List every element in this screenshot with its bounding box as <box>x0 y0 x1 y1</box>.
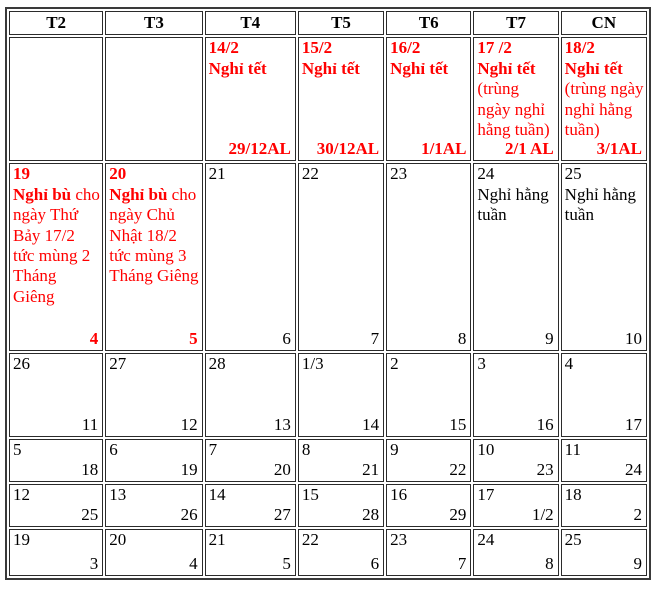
day-number: 26 <box>13 354 30 374</box>
day-note-text: Nghỉ hằng tuần <box>564 184 636 225</box>
week-row <box>9 353 647 437</box>
lunar-date: 21 <box>362 460 380 479</box>
day-note <box>302 59 381 79</box>
lunar-date: 25 <box>81 505 99 524</box>
week-row <box>9 529 647 576</box>
lunar-date: 28 <box>362 505 380 524</box>
lunar-date: 12 <box>180 415 198 434</box>
day-cell <box>473 353 558 437</box>
day-note-text: (trùng ngày nghỉ hằng tuần) <box>564 79 644 139</box>
day-cell <box>105 439 202 482</box>
lunar-date: 4 <box>89 329 99 348</box>
weekday-header-cn: CN <box>561 11 647 35</box>
day-cell <box>105 353 202 437</box>
day-cell <box>386 353 471 437</box>
lunar-date: 29/12AL <box>228 139 291 158</box>
day-note <box>477 185 555 226</box>
day-note <box>390 59 468 79</box>
day-cell <box>105 37 202 161</box>
day-note-text: cho ngày Chủ Nhật 18/2 tức mùng 3 Tháng Giêng <box>109 184 199 286</box>
day-number: 21 <box>208 164 226 184</box>
week-row <box>9 37 647 161</box>
lunar-date: 27 <box>273 505 291 524</box>
day-note <box>565 59 644 141</box>
day-number: 22 <box>301 164 319 184</box>
day-cell <box>205 439 296 482</box>
day-number: 25 <box>564 164 582 184</box>
day-cell <box>298 484 384 527</box>
lunar-date: 5 <box>189 329 198 348</box>
day-cell <box>9 484 103 527</box>
day-number: 18 <box>564 485 582 505</box>
day-number: 11 <box>564 440 582 460</box>
day-number: 2 <box>390 354 399 374</box>
week-row <box>9 439 647 482</box>
day-number: 25 <box>564 530 582 550</box>
weekday-header-row <box>9 11 647 35</box>
day-note-text: (trùng ngày nghỉ hằng tuần) <box>477 79 550 139</box>
day-note-highlight: Nghỉ bù <box>109 184 168 204</box>
lunar-date: 23 <box>536 460 554 479</box>
day-number: 23 <box>390 530 408 550</box>
lunar-date: 6 <box>370 554 380 573</box>
day-number: 14/2 <box>208 38 239 58</box>
day-cell <box>386 484 471 527</box>
lunar-date: 7 <box>457 554 467 573</box>
lunar-date: 29 <box>449 505 467 524</box>
day-note-text: Nghỉ hằng tuần <box>477 184 549 225</box>
lunar-date: 16 <box>536 415 554 434</box>
day-number: 28 <box>208 354 226 374</box>
day-number: 12 <box>13 485 30 505</box>
day-note-highlight: Nghỉ tết <box>208 58 267 78</box>
day-note <box>477 59 555 141</box>
day-number: 9 <box>390 440 399 460</box>
lunar-date: 14 <box>362 415 380 434</box>
day-note-text: cho ngày Thứ Bảy 17/2 tức mùng 2 Tháng Giêng <box>13 184 100 306</box>
day-cell <box>473 529 558 576</box>
day-number: 19 <box>13 530 30 550</box>
lunar-date: 10 <box>625 329 642 348</box>
day-number: 20 <box>109 164 127 184</box>
day-note-highlight: Nghỉ tết <box>564 58 623 78</box>
day-number: 1/3 <box>301 354 324 374</box>
day-note <box>209 59 293 79</box>
lunar-date: 9 <box>633 554 642 573</box>
week-row <box>9 484 647 527</box>
day-cell <box>205 163 296 351</box>
lunar-date: 8 <box>457 329 467 348</box>
day-number: 5 <box>13 440 22 460</box>
day-number: 23 <box>390 164 408 184</box>
day-number: 27 <box>109 354 127 374</box>
weekday-header-t6: T6 <box>386 11 471 35</box>
day-cell <box>473 37 558 161</box>
day-number: 20 <box>109 530 127 550</box>
day-cell <box>9 163 103 351</box>
lunar-date: 18 <box>81 460 99 479</box>
lunar-date: 5 <box>282 554 291 573</box>
calendar-table <box>5 7 651 580</box>
day-cell <box>561 163 647 351</box>
day-note <box>565 185 644 226</box>
day-cell <box>9 529 103 576</box>
day-number: 17 /2 <box>477 38 512 58</box>
day-cell <box>561 529 647 576</box>
day-number: 21 <box>208 530 226 550</box>
day-number: 15 <box>301 485 319 505</box>
day-cell <box>386 163 471 351</box>
day-cell <box>473 163 558 351</box>
lunar-date: 1/2 <box>531 505 554 524</box>
day-cell <box>205 37 296 161</box>
lunar-date: 1/1AL <box>421 139 467 158</box>
day-cell <box>105 529 202 576</box>
day-cell <box>473 439 558 482</box>
lunar-date: 13 <box>273 415 291 434</box>
day-note-highlight: Nghỉ tết <box>390 58 449 78</box>
lunar-date: 7 <box>370 329 380 348</box>
lunar-date: 2/1 AL <box>505 139 554 158</box>
day-cell <box>9 353 103 437</box>
lunar-date: 11 <box>81 415 99 434</box>
day-number: 3 <box>477 354 486 374</box>
day-cell <box>298 529 384 576</box>
day-cell <box>298 37 384 161</box>
day-number: 22 <box>301 530 319 550</box>
day-cell <box>386 439 471 482</box>
lunar-date: 30/12AL <box>316 139 380 158</box>
lunar-date: 19 <box>180 460 198 479</box>
lunar-date: 2 <box>633 505 642 524</box>
day-cell <box>561 484 647 527</box>
weekday-header-t7: T7 <box>473 11 558 35</box>
lunar-date: 3/1AL <box>596 139 642 158</box>
day-cell <box>9 439 103 482</box>
day-note-highlight: Nghỉ bù <box>13 184 72 204</box>
day-number: 24 <box>477 164 495 184</box>
day-number: 18/2 <box>564 38 595 58</box>
day-note-highlight: Nghỉ tết <box>477 58 536 78</box>
day-number: 8 <box>301 440 311 460</box>
day-number: 13 <box>109 485 127 505</box>
day-cell <box>298 439 384 482</box>
day-cell <box>105 163 202 351</box>
day-note <box>109 185 199 287</box>
day-number: 10 <box>477 440 495 460</box>
day-cell <box>561 353 647 437</box>
day-cell <box>105 484 202 527</box>
lunar-date: 4 <box>189 554 198 573</box>
lunar-date: 8 <box>545 554 554 573</box>
day-cell <box>561 37 647 161</box>
day-number: 19 <box>13 164 30 184</box>
day-cell <box>9 37 103 161</box>
day-cell <box>298 163 384 351</box>
weekday-header-t3: T3 <box>105 11 202 35</box>
day-cell <box>561 439 647 482</box>
lunar-date: 22 <box>449 460 467 479</box>
day-number: 17 <box>477 485 495 505</box>
day-number: 7 <box>208 440 218 460</box>
day-cell <box>386 37 471 161</box>
day-number: 16/2 <box>390 38 421 58</box>
day-cell <box>473 484 558 527</box>
lunar-date: 9 <box>545 329 554 348</box>
lunar-date: 20 <box>273 460 291 479</box>
day-cell <box>298 353 384 437</box>
day-number: 14 <box>208 485 226 505</box>
week-row <box>9 163 647 351</box>
day-note-highlight: Nghỉ tết <box>301 58 360 78</box>
lunar-date: 17 <box>625 415 642 434</box>
weekday-header-t2: T2 <box>9 11 103 35</box>
lunar-date: 3 <box>89 554 99 573</box>
day-note <box>13 185 100 307</box>
day-number: 16 <box>390 485 408 505</box>
weekday-header-t4: T4 <box>205 11 296 35</box>
day-number: 24 <box>477 530 495 550</box>
day-cell <box>205 484 296 527</box>
day-number: 4 <box>564 354 574 374</box>
day-cell <box>205 353 296 437</box>
lunar-date: 24 <box>625 460 642 479</box>
lunar-date: 26 <box>180 505 198 524</box>
day-number: 15/2 <box>301 38 333 58</box>
lunar-date: 6 <box>282 329 291 348</box>
lunar-date: 15 <box>449 415 467 434</box>
weekday-header-t5: T5 <box>298 11 384 35</box>
day-cell <box>205 529 296 576</box>
day-number: 6 <box>109 440 118 460</box>
day-cell <box>386 529 471 576</box>
